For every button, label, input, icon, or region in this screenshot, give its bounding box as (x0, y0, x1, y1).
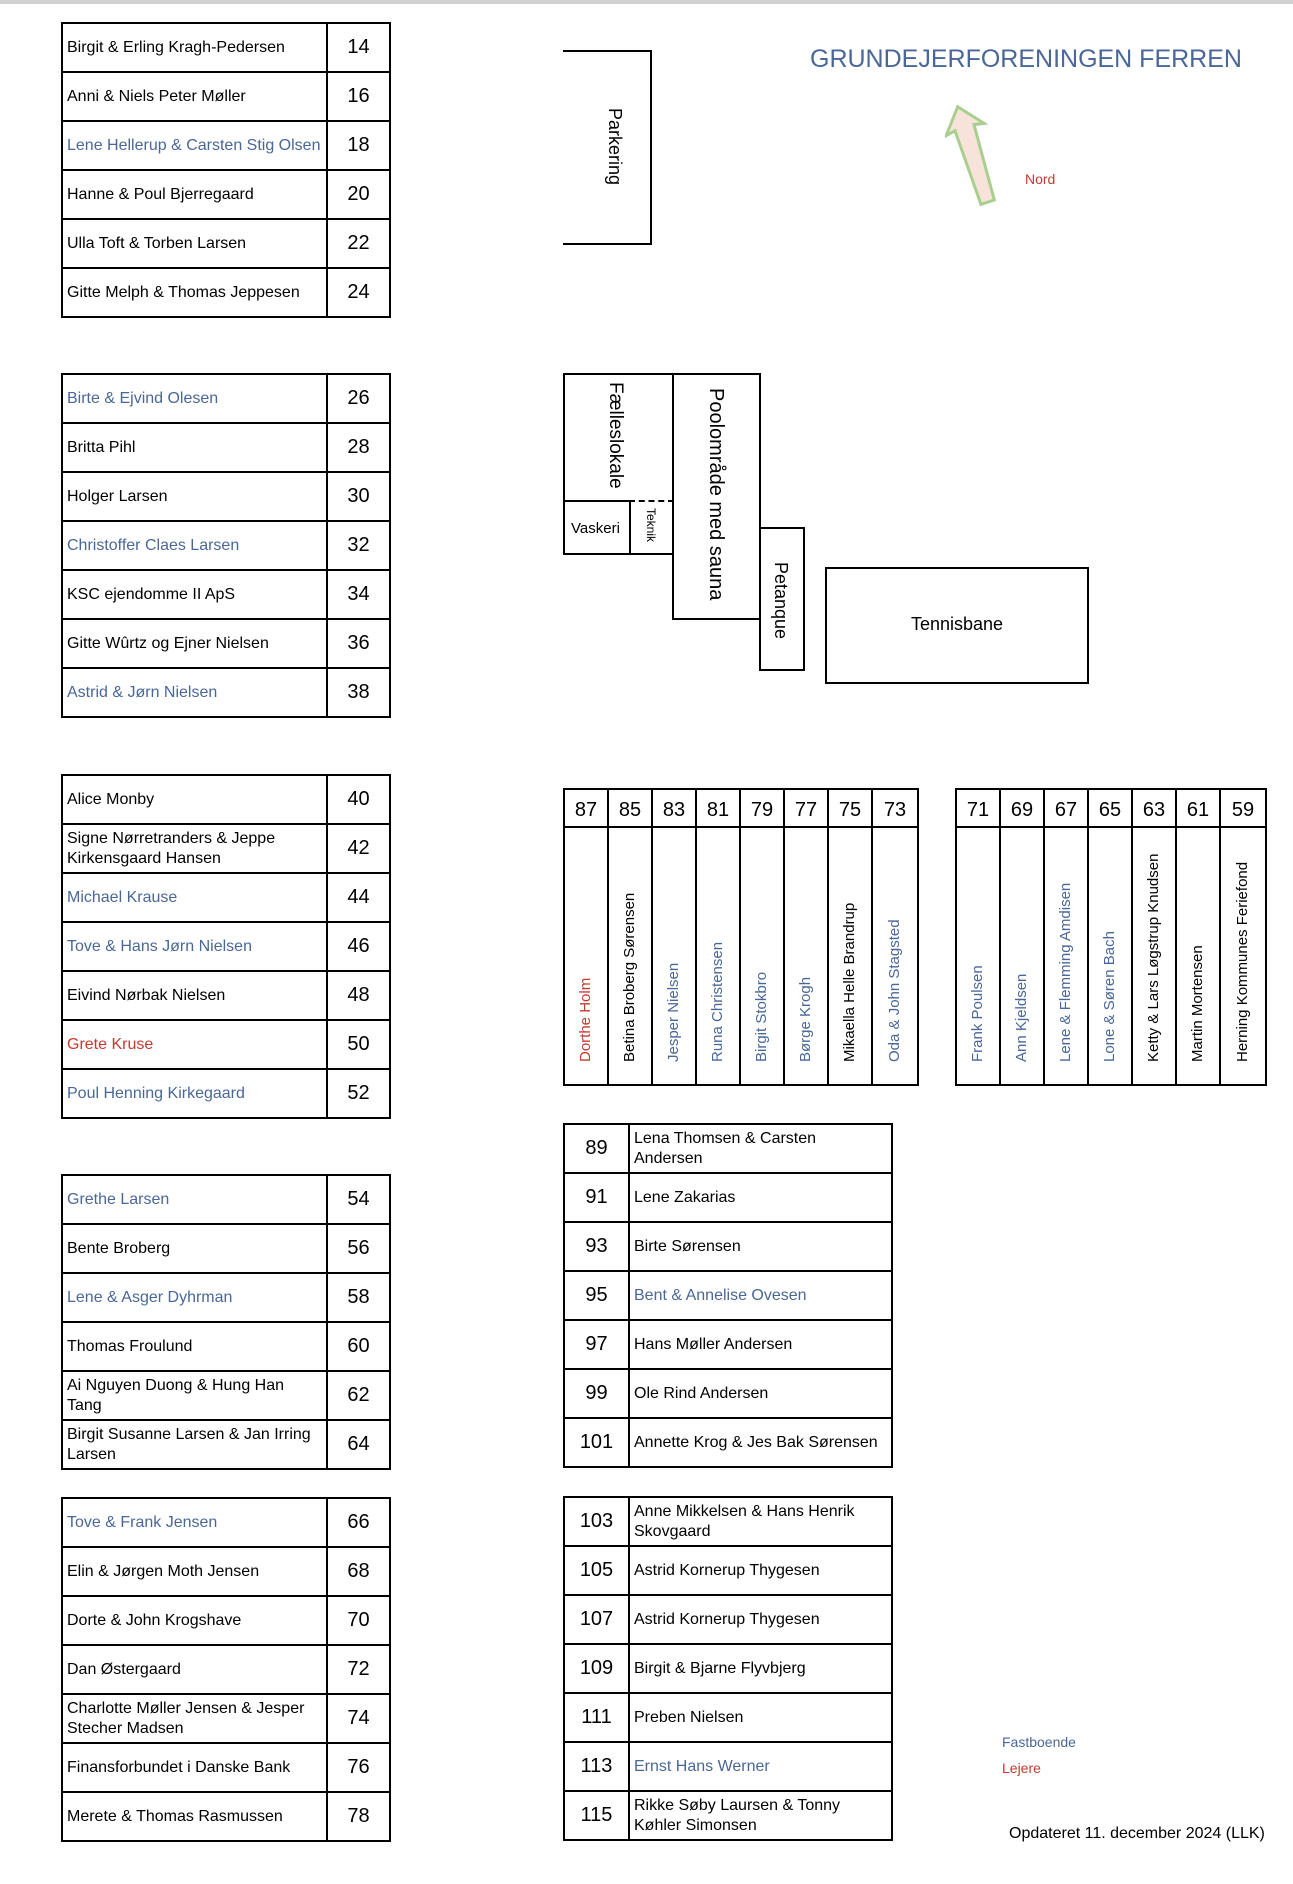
plot-row (62, 1792, 390, 1841)
plot-number: 68 (327, 1547, 390, 1596)
plot-row (564, 1418, 892, 1467)
legend-residents: Fastboende (1002, 1734, 1076, 1750)
plot-column (957, 790, 1001, 1084)
plot-row (62, 570, 390, 619)
owner-name: Gitte Melph & Thomas Jeppesen (62, 268, 327, 317)
owner-name: Charlotte Møller Jensen & Jesper Stecher Madsen (62, 1694, 327, 1743)
plot-row (62, 971, 390, 1020)
plot-table-54-64 (61, 1174, 391, 1470)
plot-number: 48 (327, 971, 390, 1020)
plot-row (564, 1595, 892, 1644)
plot-number: 105 (564, 1546, 629, 1595)
owner-name: Lone & Søren Bach (1101, 931, 1118, 1062)
plot-number: 79 (741, 790, 783, 828)
plot-number: 24 (327, 268, 390, 317)
plot-row (564, 1546, 892, 1595)
plot-number: 76 (327, 1743, 390, 1792)
owner-name: Merete & Thomas Rasmussen (62, 1792, 327, 1841)
plot-number: 111 (564, 1693, 629, 1742)
plot-row (62, 1420, 390, 1469)
plot-column (653, 790, 697, 1084)
owner-name: Birgit Stokbro (753, 971, 770, 1062)
plot-row (62, 1371, 390, 1420)
owner-name: Michael Krause (62, 873, 327, 922)
plot-table-87-73 (563, 788, 919, 1086)
plot-row (62, 775, 390, 824)
plot-number: 34 (327, 570, 390, 619)
plot-number: 83 (653, 790, 695, 828)
owner-name: Lene Hellerup & Carsten Stig Olsen (62, 121, 327, 170)
plot-row (564, 1271, 892, 1320)
plot-row (62, 922, 390, 971)
owner-name: Birte & Ejvind Olesen (62, 374, 327, 423)
owner-name: Grete Kruse (62, 1020, 327, 1069)
plot-number: 67 (1045, 790, 1087, 828)
owner-name: Tove & Frank Jensen (62, 1498, 327, 1547)
plot-number: 18 (327, 121, 390, 170)
owner-name: Ernst Hans Werner (629, 1742, 892, 1791)
plot-row (564, 1222, 892, 1271)
plot-row (62, 23, 390, 72)
plot-number: 66 (327, 1498, 390, 1547)
plot-number: 64 (327, 1420, 390, 1469)
top-border (0, 0, 1293, 4)
plot-row (62, 423, 390, 472)
owner-name: Dan Østergaard (62, 1645, 327, 1694)
owner-name: Herning Kommunes Feriefond (1234, 861, 1251, 1062)
plot-number: 71 (957, 790, 999, 828)
plot-row (62, 1273, 390, 1322)
owner-name: Lena Thomsen & Carsten Andersen (629, 1124, 892, 1173)
owner-name: Holger Larsen (62, 472, 327, 521)
plot-number: 61 (1177, 790, 1219, 828)
owner-name: Anne Mikkelsen & Hans Henrik Skovgaard (629, 1497, 892, 1546)
parking-label: Parkering (605, 108, 625, 186)
plot-column (609, 790, 653, 1084)
owner-name: Annette Krog & Jes Bak Sørensen (629, 1418, 892, 1467)
plot-number: 78 (327, 1792, 390, 1841)
plot-number: 109 (564, 1644, 629, 1693)
owner-name: Bent & Annelise Ovesen (629, 1271, 892, 1320)
plot-number: 85 (609, 790, 651, 828)
plot-number: 56 (327, 1224, 390, 1273)
plot-number: 63 (1133, 790, 1175, 828)
owner-name: Hans Møller Andersen (629, 1320, 892, 1369)
plot-table-14-24 (61, 22, 391, 318)
owner-name: Bente Broberg (62, 1224, 327, 1273)
owner-name: Betina Broberg Sørensen (621, 892, 638, 1062)
owner-name: KSC ejendomme II ApS (62, 570, 327, 619)
plot-table-89-101 (563, 1123, 893, 1468)
plot-number: 115 (564, 1791, 629, 1840)
plot-number: 26 (327, 374, 390, 423)
plot-row (62, 668, 390, 717)
plot-column (1221, 790, 1265, 1084)
plot-number: 65 (1089, 790, 1131, 828)
plot-number: 72 (327, 1645, 390, 1694)
plot-row (62, 1322, 390, 1371)
plot-table-66-78 (61, 1497, 391, 1842)
plot-table-71-59 (955, 788, 1267, 1086)
owner-name: Alice Monby (62, 775, 327, 824)
plot-row (62, 170, 390, 219)
owner-name: Thomas Froulund (62, 1322, 327, 1371)
plot-number: 28 (327, 423, 390, 472)
plot-number: 77 (785, 790, 827, 828)
plot-row (564, 1369, 892, 1418)
owner-name: Lene Zakarias (629, 1173, 892, 1222)
plot-table-26-38 (61, 373, 391, 718)
plot-column (741, 790, 785, 1084)
updated-note: Opdateret 11. december 2024 (LLK) (1009, 1825, 1265, 1842)
plot-number: 50 (327, 1020, 390, 1069)
plot-number: 74 (327, 1694, 390, 1743)
plot-row (62, 1547, 390, 1596)
owner-name: Dorte & John Krogshave (62, 1596, 327, 1645)
owner-name: Preben Nielsen (629, 1693, 892, 1742)
plot-number: 36 (327, 619, 390, 668)
plot-row (62, 1069, 390, 1118)
plot-number: 93 (564, 1222, 629, 1271)
plot-number: 46 (327, 922, 390, 971)
plot-number: 30 (327, 472, 390, 521)
owner-name: Anni & Niels Peter Møller (62, 72, 327, 121)
plot-row (62, 72, 390, 121)
plot-column (697, 790, 741, 1084)
plot-table-103-115 (563, 1496, 893, 1841)
owner-name: Birte Sørensen (629, 1222, 892, 1271)
tennis-label: Tennisbane (910, 614, 1004, 634)
common-room-label: Fælleslokale (605, 382, 626, 489)
plot-number: 73 (873, 790, 917, 828)
plot-row (62, 219, 390, 268)
owner-name: Jesper Nielsen (665, 962, 682, 1062)
owner-name: Christoffer Claes Larsen (62, 521, 327, 570)
owner-name: Hanne & Poul Bjerregaard (62, 170, 327, 219)
owner-name: Signe Nørretranders & Jeppe Kirkensgaard Hansen (62, 824, 327, 873)
owner-name: Gitte Wûrtz og Ejner Nielsen (62, 619, 327, 668)
plot-row (564, 1791, 892, 1840)
owner-name: Eivind Nørbak Nielsen (62, 971, 327, 1020)
owner-name: Rikke Søby Laursen & Tonny Køhler Simonsen (629, 1791, 892, 1840)
compass-label: Nord (1025, 171, 1056, 187)
owner-name: Lene & Flemming Amdisen (1057, 882, 1074, 1062)
plot-number: 40 (327, 775, 390, 824)
owner-name: Finansforbundet i Danske Bank (62, 1743, 327, 1792)
plot-row (62, 121, 390, 170)
plot-number: 58 (327, 1273, 390, 1322)
owner-name: Ann Kjeldsen (1013, 973, 1030, 1062)
plot-number: 81 (697, 790, 739, 828)
plot-row (62, 521, 390, 570)
plot-number: 14 (327, 23, 390, 72)
page-title: GRUNDEJERFORENINGEN FERREN (810, 45, 1242, 73)
legend-renters: Lejere (1002, 1760, 1041, 1776)
plot-column (785, 790, 829, 1084)
plot-row (62, 873, 390, 922)
plot-number: 59 (1221, 790, 1265, 828)
technical-label: Teknik (644, 508, 658, 543)
plot-number: 103 (564, 1497, 629, 1546)
owner-name: Elin & Jørgen Moth Jensen (62, 1547, 327, 1596)
owner-name: Astrid Kornerup Thygesen (629, 1546, 892, 1595)
owner-name: Poul Henning Kirkegaard (62, 1069, 327, 1118)
owner-name: Mikaella Helle Brandrup (841, 902, 858, 1062)
owner-name: Astrid Kornerup Thygesen (629, 1595, 892, 1644)
plot-number: 95 (564, 1271, 629, 1320)
plot-number: 113 (564, 1742, 629, 1791)
plot-number: 32 (327, 521, 390, 570)
plot-row (564, 1693, 892, 1742)
plot-number: 107 (564, 1595, 629, 1644)
plot-number: 54 (327, 1175, 390, 1224)
plot-row (564, 1497, 892, 1546)
plot-number: 70 (327, 1596, 390, 1645)
plot-row (62, 374, 390, 423)
plot-row (564, 1173, 892, 1222)
plot-row (62, 1224, 390, 1273)
plot-row (62, 824, 390, 873)
owner-name: Lene & Asger Dyhrman (62, 1273, 327, 1322)
owner-name: Astrid & Jørn Nielsen (62, 668, 327, 717)
plot-row (564, 1742, 892, 1791)
plot-number: 91 (564, 1173, 629, 1222)
plot-number: 101 (564, 1418, 629, 1467)
owner-name: Birgit Susanne Larsen & Jan Irring Larsen (62, 1420, 327, 1469)
owner-name: Ole Rind Andersen (629, 1369, 892, 1418)
plot-number: 22 (327, 219, 390, 268)
plot-number: 87 (565, 790, 607, 828)
plot-column (1045, 790, 1089, 1084)
plot-column (1089, 790, 1133, 1084)
owner-name: Oda & John Stagsted (886, 919, 903, 1062)
plot-column (565, 790, 609, 1084)
owner-name: Martin Mortensen (1189, 945, 1206, 1062)
owner-name: Børge Krogh (797, 976, 814, 1062)
owner-name: Ai Nguyen Duong & Hung Han Tang (62, 1371, 327, 1420)
plot-column (1001, 790, 1045, 1084)
plot-row (564, 1320, 892, 1369)
plot-number: 52 (327, 1069, 390, 1118)
pool-label: Poolområde med sauna (705, 388, 727, 601)
plot-row (62, 619, 390, 668)
plot-number: 20 (327, 170, 390, 219)
plot-number: 99 (564, 1369, 629, 1418)
plot-column (1133, 790, 1177, 1084)
north-arrow-icon (945, 100, 1015, 212)
plot-number: 60 (327, 1322, 390, 1371)
plot-row (62, 1175, 390, 1224)
owner-name: Dorthe Holm (577, 977, 594, 1062)
owner-name: Runa Christensen (709, 941, 726, 1062)
plot-row (564, 1124, 892, 1173)
owner-name: Birgit & Bjarne Flyvbjerg (629, 1644, 892, 1693)
plot-row (62, 472, 390, 521)
plot-row (62, 1694, 390, 1743)
plot-row (564, 1644, 892, 1693)
owner-name: Ketty & Lars Løgstrup Knudsen (1145, 853, 1162, 1062)
plot-column (1177, 790, 1221, 1084)
laundry-label: Vaskeri (571, 520, 620, 537)
plot-column (829, 790, 873, 1084)
owner-name: Britta Pihl (62, 423, 327, 472)
plot-row (62, 1596, 390, 1645)
owner-name: Tove & Hans Jørn Nielsen (62, 922, 327, 971)
plot-number: 16 (327, 72, 390, 121)
plot-row (62, 1498, 390, 1547)
plot-number: 89 (564, 1124, 629, 1173)
owner-name: Frank Poulsen (969, 965, 986, 1062)
plot-number: 38 (327, 668, 390, 717)
plot-number: 97 (564, 1320, 629, 1369)
plot-number: 75 (829, 790, 871, 828)
owner-name: Ulla Toft & Torben Larsen (62, 219, 327, 268)
plot-column (873, 790, 917, 1084)
plot-number: 69 (1001, 790, 1043, 828)
owner-name: Grethe Larsen (62, 1175, 327, 1224)
plot-number: 44 (327, 873, 390, 922)
plot-number: 62 (327, 1371, 390, 1420)
plot-table-40-52 (61, 774, 391, 1119)
plot-row (62, 1020, 390, 1069)
plot-number: 42 (327, 824, 390, 873)
plot-row (62, 1743, 390, 1792)
owner-name: Birgit & Erling Kragh-Pedersen (62, 23, 327, 72)
petanque-label: Petanque (771, 562, 791, 640)
plot-row (62, 1645, 390, 1694)
plot-row (62, 268, 390, 317)
